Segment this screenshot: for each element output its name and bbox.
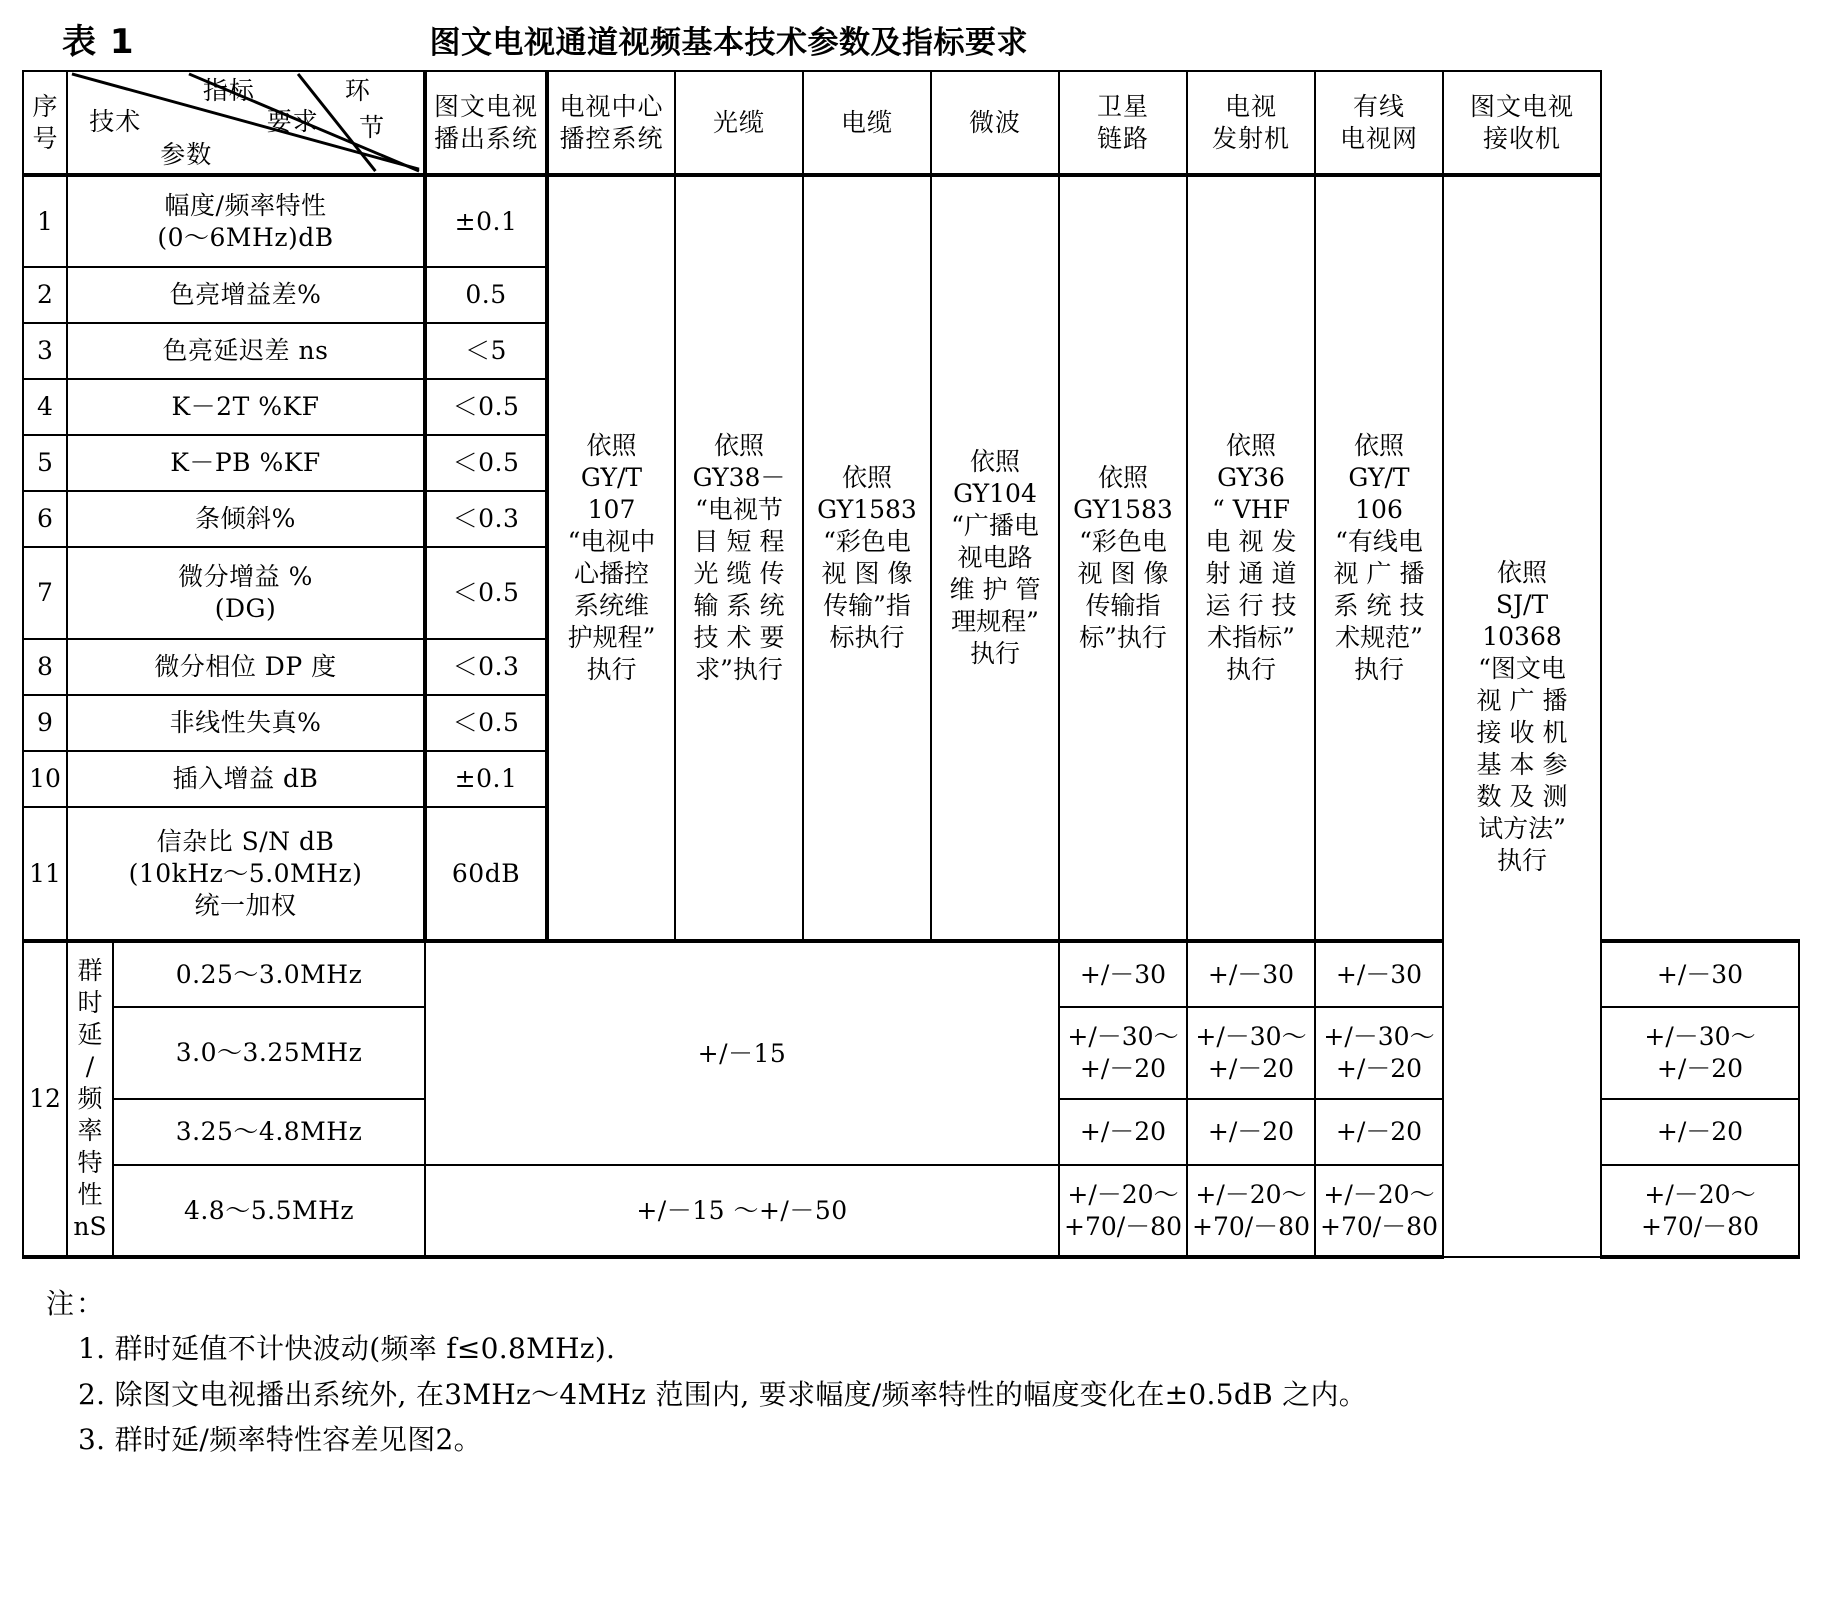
gd-value-cable-network: +/－30～ +/－20 [1601, 1007, 1799, 1099]
row-value-teletext-broadcast: ＜0.5 [425, 547, 547, 639]
header-col-teletext-receiver: 图文电视 接收机 [1443, 71, 1601, 175]
gd-value-microwave: +/－30 [1059, 941, 1187, 1007]
specification-table [22, 70, 1800, 1259]
row-seq: 11 [23, 807, 67, 941]
gd-value-transmitter: +/－20 [1315, 1099, 1443, 1165]
group-delay-freq-band: 0.25～3.0MHz [113, 941, 425, 1007]
row-parameter-name: 非线性失真% [67, 695, 425, 751]
table-header-row [23, 71, 1799, 175]
gd-value-microwave: +/－30～ +/－20 [1059, 1007, 1187, 1099]
ref-tv-center-control: 依照 GY/T 107 “电视中 心播控 系统维 护规程” 执行 [547, 175, 675, 941]
row-parameter-name: 幅度/频率特性 (0～6MHz)dB [67, 175, 425, 267]
row-value-teletext-broadcast: ±0.1 [425, 751, 547, 807]
table-caption [0, 0, 1821, 70]
row-seq: 1 [23, 175, 67, 267]
header-label-technical: 技术 [89, 107, 142, 136]
gd-value-microwave: +/－20～ +70/－80 [1059, 1165, 1187, 1257]
header-label-node: 节 [359, 113, 386, 142]
ref-satellite-link: 依照 GY1583 “彩色电 视 图 像 传输指 标”执行 [1059, 175, 1187, 941]
row-seq: 4 [23, 379, 67, 435]
row-value-teletext-broadcast: ＜0.5 [425, 695, 547, 751]
row-seq: 3 [23, 323, 67, 379]
row-value-teletext-broadcast: 0.5 [425, 267, 547, 323]
header-col-tv-center-control: 电视中心 播控系统 [547, 71, 675, 175]
header-col-microwave: 微波 [931, 71, 1059, 175]
ref-cable-tv-network: 依照 GY/T 106 “有线电 视 广 播 系 统 技 术规范” 执行 [1315, 175, 1443, 941]
row-parameter-name: 微分相位 DP 度 [67, 639, 425, 695]
header-col-cable: 电缆 [803, 71, 931, 175]
group-delay-freq-band: 3.0～3.25MHz [113, 1007, 425, 1099]
table-notes [30, 1281, 1821, 1462]
group-delay-vertical-label: 群 时 延 / 频 率 特 性 nS [67, 941, 113, 1257]
gd-value-transmitter: +/－20～ +70/－80 [1315, 1165, 1443, 1257]
gd-value-satellite: +/－20～ +70/－80 [1187, 1165, 1315, 1257]
notes-heading: 注： [46, 1287, 107, 1320]
row-seq: 2 [23, 267, 67, 323]
header-label-parameter: 参数 [160, 140, 213, 169]
ref-cable: 依照 GY1583 “彩色电 视 图 像 传输”指 标执行 [803, 175, 931, 941]
row-value-teletext-broadcast: 60dB [425, 807, 547, 941]
header-corner-diagonal [67, 71, 425, 175]
row-value-teletext-broadcast: ＜0.3 [425, 491, 547, 547]
row-seq: 6 [23, 491, 67, 547]
row-seq: 7 [23, 547, 67, 639]
group-delay-freq-band: 4.8～5.5MHz [113, 1165, 425, 1257]
table-number: 表 1 [62, 22, 135, 62]
row-value-teletext-broadcast: ＜0.5 [425, 435, 547, 491]
gd-value-cable-network: +/－20～ +70/－80 [1601, 1165, 1799, 1257]
gd-value-microwave: +/－20 [1059, 1099, 1187, 1165]
header-label-indicator: 指标 [202, 76, 255, 105]
group-delay-merged-value-bottom: +/－15 ～+/－50 [425, 1165, 1059, 1257]
gd-value-cable-network: +/－30 [1601, 941, 1799, 1007]
row-parameter-name: 信杂比 S/N dB (10kHz～5.0MHz) 统一加权 [67, 807, 425, 941]
gd-value-satellite: +/－30～ +/－20 [1187, 1007, 1315, 1099]
row-parameter-name: 条倾斜% [67, 491, 425, 547]
group-delay-merged-value-top: +/－15 [425, 941, 1059, 1165]
gd-value-satellite: +/－30 [1187, 941, 1315, 1007]
note-item: 2. 除图文电视播出系统外, 在3MHz～4MHz 范围内, 要求幅度/频率特性的幅度变化在±0.5dB 之内。 [78, 1377, 1368, 1411]
row-seq: 12 [23, 941, 67, 1257]
header-col-cable-tv-network: 有线 电视网 [1315, 71, 1443, 175]
row-seq: 10 [23, 751, 67, 807]
row-parameter-name: 色亮增益差% [67, 267, 425, 323]
gd-value-cable-network: +/－20 [1601, 1099, 1799, 1165]
gd-value-transmitter: +/－30 [1315, 941, 1443, 1007]
row-seq: 5 [23, 435, 67, 491]
row-value-teletext-broadcast: ＜0.5 [425, 379, 547, 435]
note-item: 1. 群时延值不计快波动(频率 f≤0.8MHz). [78, 1332, 616, 1366]
group-delay-freq-band: 3.25～4.8MHz [113, 1099, 425, 1165]
row-value-teletext-broadcast: ＜5 [425, 323, 547, 379]
table-title: 图文电视通道视频基本技术参数及指标要求 [429, 25, 1028, 61]
row-parameter-name: 插入增益 dB [67, 751, 425, 807]
row-seq: 9 [23, 695, 67, 751]
ref-teletext-receiver: 依照 SJ/T 10368 “图文电 视 广 播 接 收 机 基 本 参 数 及 测 试方法” 执行 [1443, 175, 1601, 1257]
row-parameter-name: 色亮延迟差 ns [67, 323, 425, 379]
gd-value-transmitter: +/－30～ +/－20 [1315, 1007, 1443, 1099]
header-col-satellite-link: 卫星 链路 [1059, 71, 1187, 175]
ref-microwave: 依照 GY104 “广播电 视电路 维 护 管 理规程” 执行 [931, 175, 1059, 941]
row-seq: 8 [23, 639, 67, 695]
header-label-requirement: 要求 [266, 107, 319, 136]
row-value-teletext-broadcast: ±0.1 [425, 175, 547, 267]
header-col-optical-cable: 光缆 [675, 71, 803, 175]
header-seq: 序 号 [23, 71, 67, 175]
ref-optical-cable: 依照 GY38－ “电视节 目 短 程 光 缆 传 输 系 统 技 术 要 求”执行 [675, 175, 803, 941]
row-value-teletext-broadcast: ＜0.3 [425, 639, 547, 695]
row-parameter-name: K－2T %KF [67, 379, 425, 435]
note-item: 3. 群时延/频率特性容差见图2。 [78, 1423, 482, 1457]
header-col-tv-transmitter: 电视 发射机 [1187, 71, 1315, 175]
gd-value-satellite: +/－20 [1187, 1099, 1315, 1165]
table-row [23, 175, 1799, 267]
header-label-link: 环 [344, 76, 371, 105]
row-parameter-name: K－PB %KF [67, 435, 425, 491]
row-parameter-name: 微分增益 % (DG) [67, 547, 425, 639]
ref-tv-transmitter: 依照 GY36 “ VHF 电 视 发 射 通 道 运 行 技 术指标” 执行 [1187, 175, 1315, 941]
header-col-teletext-broadcast: 图文电视 播出系统 [425, 71, 547, 175]
